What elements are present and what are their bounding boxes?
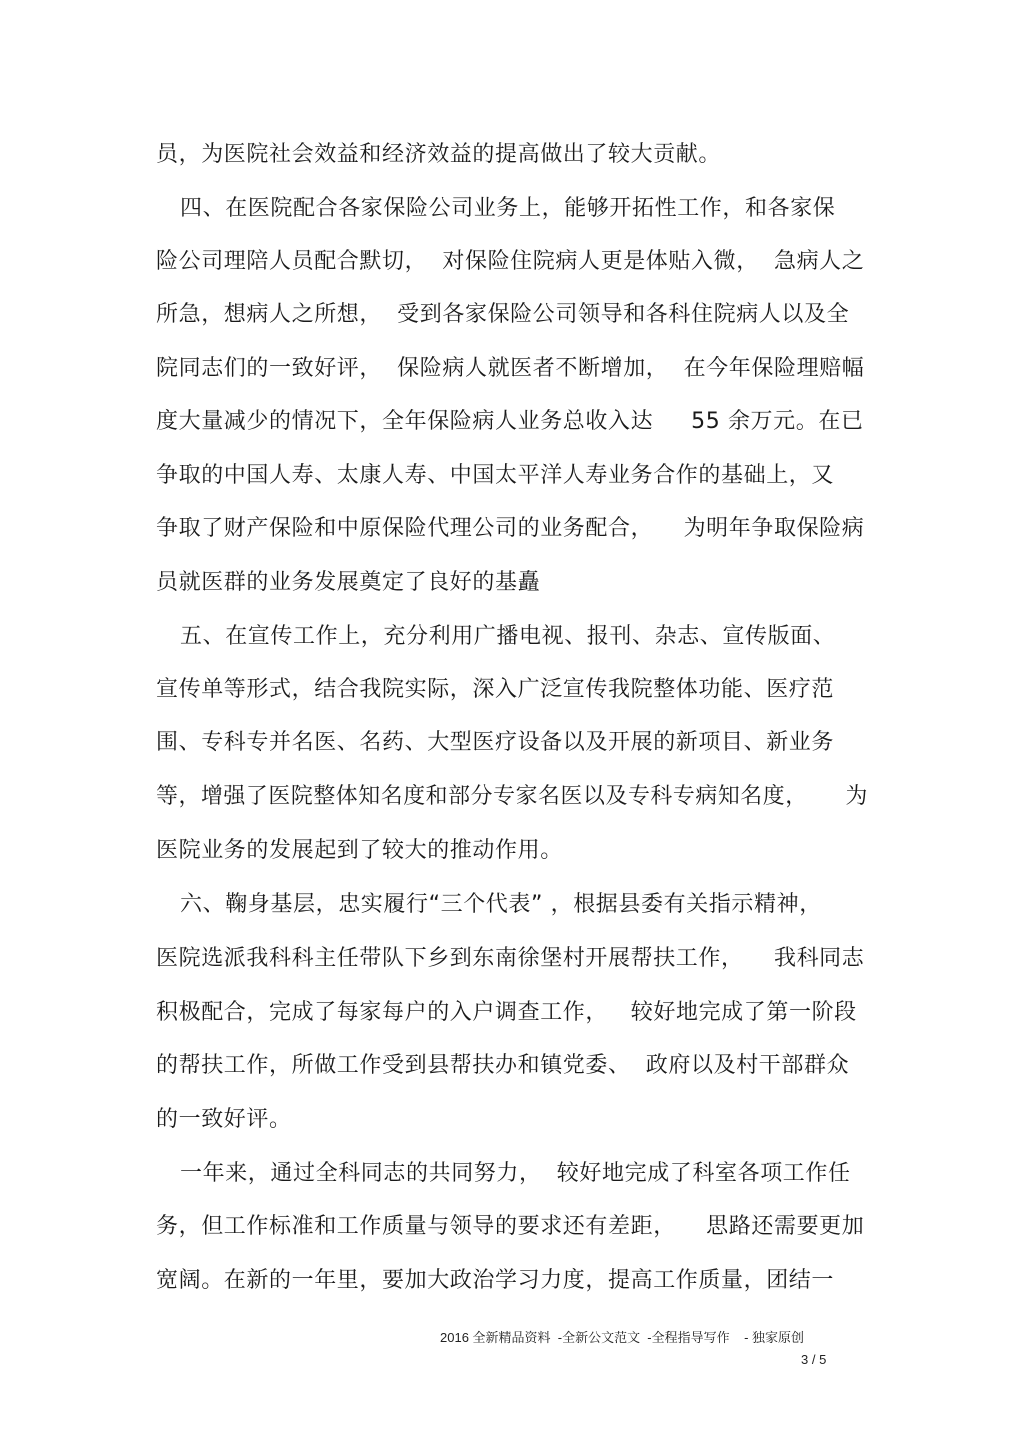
text-line: 五、在宣传工作上，充分利用广播电视、报刊、杂志、宣传版面、 [180,624,836,649]
text-line: 医院业务的发展起到了较大的推动作用。 [156,838,563,863]
text-line: 四、在医院配合各家保险公司业务上，能够开拓性工作，和各家保 [180,196,836,221]
text-line: 的帮扶工作，所做工作受到县帮扶办和镇党委、 政府以及村干部群众 [156,1053,850,1078]
text-line: 争取的中国人寿、太康人寿、中国太平洋人寿业务合作的基础上，又 [156,463,835,488]
text-line: 宣传单等形式，结合我院实际，深入广泛宣传我院整体功能、医疗范 [156,677,835,702]
footer-tagline: 2016 全新精品资料 -全新公文范文 -全程指导写作 - 独家原创 [440,1330,805,1345]
text-line: 员，为医院社会效益和经济效益的提高做出了较大贡献。 [156,142,722,167]
text-line: 围、专科专并名医、名药、大型医疗设备以及开展的新项目、新业务 [156,730,835,755]
text-line: 积极配合，完成了每家每户的入户调查工作， 较好地完成了第一阶段 [156,1000,857,1025]
page-number: 3 / 5 [801,1352,827,1367]
text-line: 六、鞠身基层，忠实履行“三个代表” ，根据县委有关指示精神， [180,892,822,917]
text-line: 务，但工作标准和工作质量与领导的要求还有差距， 思路还需要更加 [156,1214,865,1239]
text-line: 医院选派我科科主任带队下乡到东南徐堡村开展帮扶工作， 我科同志 [156,946,865,971]
text-line: 等，增强了医院整体知名度和部分专家名医以及专科专病知名度， 为 [156,784,868,809]
text-line: 院同志们的一致好评， 保险病人就医者不断增加， 在今年保险理赔幅 [156,356,865,381]
text-line: 员就医群的业务发展奠定了良好的基矗 [156,570,541,595]
text-line: 所急，想病人之所想， 受到各家保险公司领导和各科住院病人以及全 [156,302,850,327]
text-line: 的一致好评。 [156,1107,292,1132]
text-line: 宽阔。在新的一年里，要加大政治学习力度，提高工作质量，团结一 [156,1268,835,1293]
text-line: 一年来，通过全科同志的共同努力， 较好地完成了科室各项工作任 [180,1161,851,1186]
text-line: 度大量减少的情况下，全年保险病人业务总收入达 55 余万元。在已 [156,409,864,434]
text-line: 险公司理陪人员配合默切， 对保险住院病人更是体贴入微， 急病人之 [156,249,865,274]
text-line: 争取了财产保险和中原保险代理公司的业务配合， 为明年争取保险病 [156,516,865,541]
